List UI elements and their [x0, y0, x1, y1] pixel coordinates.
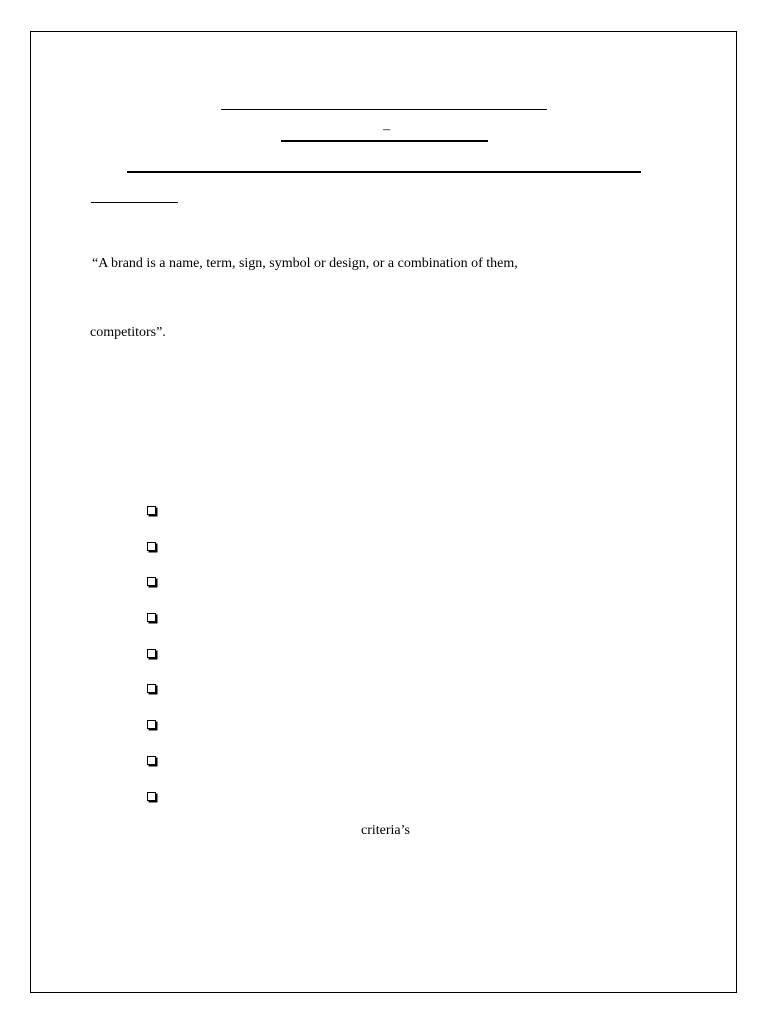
checkbox-icon[interactable]: [147, 577, 156, 586]
title-line-2: [281, 140, 488, 142]
list-item: [147, 680, 156, 716]
title-line-3: [127, 171, 641, 173]
checkbox-icon[interactable]: [147, 649, 156, 658]
checkbox-icon[interactable]: [147, 756, 156, 765]
checkbox-icon[interactable]: [147, 792, 156, 801]
quote-end: competitors”.: [90, 325, 166, 340]
list-item: [147, 752, 156, 788]
list-item: [147, 573, 156, 609]
quote-line: “A brand is a name, term, sign, symbol or design, or a combination of them,: [92, 256, 518, 271]
title-line-1: [221, 109, 547, 110]
list-item: [147, 645, 156, 681]
checklist: [147, 502, 156, 823]
section-heading-underline: [91, 202, 178, 203]
heading-dash: –: [383, 122, 390, 137]
checkbox-icon[interactable]: [147, 684, 156, 693]
list-item: [147, 609, 156, 645]
list-item: [147, 538, 156, 574]
list-item: [147, 502, 156, 538]
checkbox-icon[interactable]: [147, 613, 156, 622]
criteria-label: criteria’s: [361, 823, 410, 838]
list-item: [147, 716, 156, 752]
list-item: [147, 788, 156, 824]
checkbox-icon[interactable]: [147, 720, 156, 729]
checkbox-icon[interactable]: [147, 506, 156, 515]
page-border: [30, 31, 737, 993]
checkbox-icon[interactable]: [147, 542, 156, 551]
